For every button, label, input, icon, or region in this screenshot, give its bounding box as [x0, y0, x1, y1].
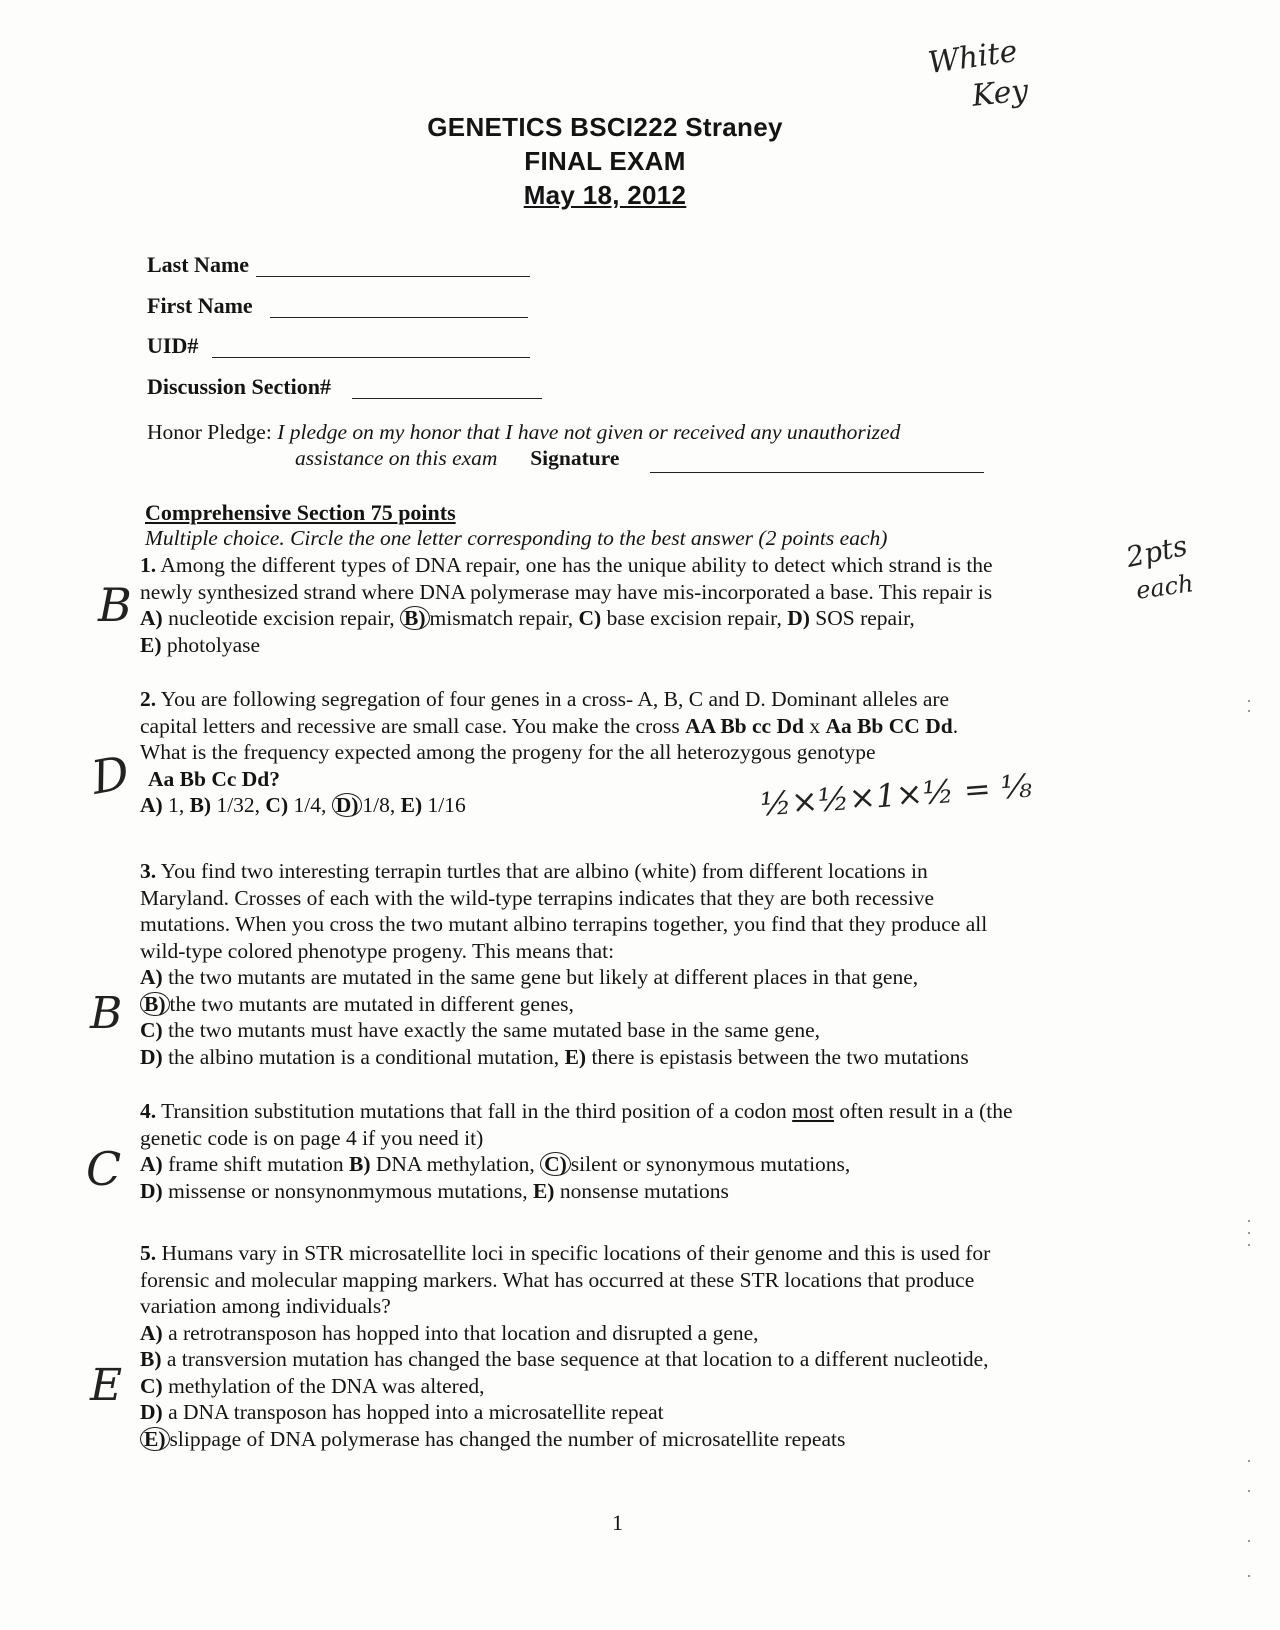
page-number: 1 [612, 1510, 623, 1535]
handwritten-answer-q4: C [86, 1142, 122, 1196]
q5-option-a-label[interactable]: A) [140, 1320, 163, 1345]
last-name-line[interactable] [256, 276, 530, 277]
q1-line1: Among the different types of DNA repair, one has the unique ability to detect which strand is the [160, 553, 993, 577]
handwritten-calculation-q2: ½×½×1×½ = ⅛ [759, 766, 1034, 824]
scan-speck [1248, 1220, 1250, 1222]
question-3 [140, 858, 1100, 1070]
uid-line[interactable] [212, 357, 530, 358]
q2-option-a-label[interactable]: A) [140, 793, 163, 817]
q1-option-d-label[interactable]: D) [787, 606, 810, 630]
handwritten-each: each [1134, 569, 1196, 605]
q1-option-a: nucleotide excision repair, [168, 606, 395, 630]
honor-text-2: assistance on this exam [295, 446, 498, 470]
q4-most: most [792, 1099, 834, 1123]
q3-line1: You find two interesting terrapin turtles that are albino (white) from different locations in [160, 859, 928, 883]
honor-label: Honor Pledge: [147, 420, 272, 444]
q3-number: 3. [140, 859, 157, 883]
signature-line[interactable] [650, 472, 984, 473]
first-name-line[interactable] [270, 317, 528, 318]
handwritten-answer-q3: B [90, 988, 123, 1039]
q3-option-a-label[interactable]: A) [140, 965, 163, 989]
handwritten-key: Key [970, 73, 1030, 114]
q3-option-c: the two mutants must have exactly the same mutated base in the same gene, [168, 1018, 821, 1042]
q5-option-d: a DNA transposon has hopped into a microsatellite repeat [168, 1400, 664, 1424]
honor-text-1: I pledge on my honor that I have not given or received any unauthorized [277, 420, 901, 444]
q5-option-b: a transversion mutation has changed the base sequence at that location to a different nucleotide, [166, 1347, 989, 1371]
q2-option-a: 1, [168, 793, 185, 817]
last-name-label: Last Name [147, 252, 250, 277]
q5-option-e: slippage of DNA polymerase has changed the number of microsatellite repeats [169, 1426, 846, 1451]
scan-speck [1248, 710, 1250, 712]
q4-option-b-label[interactable]: B) [348, 1152, 371, 1176]
question-5 [140, 1240, 1100, 1452]
q1-option-c: base excision repair, [606, 606, 782, 630]
q5-option-c: methylation of the DNA was altered, [168, 1373, 485, 1398]
q4-option-e-label[interactable]: E) [532, 1178, 555, 1203]
q5-line3: variation among individuals? [140, 1294, 391, 1318]
q5-option-d-label[interactable]: D) [140, 1400, 163, 1424]
q4-option-e: nonsense mutations [559, 1178, 729, 1203]
q2-line3: What is the frequency expected among the progeny for the all heterozygous genotype [140, 740, 876, 764]
handwritten-answer-q2: D [87, 745, 134, 805]
discussion-line[interactable] [352, 398, 542, 399]
signature-label: Signature [530, 446, 620, 470]
scan-speck [1248, 1460, 1250, 1462]
q1-option-b: mismatch repair, [429, 606, 574, 630]
scan-speck [1248, 1575, 1250, 1577]
q1-option-e: photolyase [166, 632, 261, 657]
question-4 [140, 1098, 1100, 1204]
q2-number: 2. [140, 687, 157, 711]
q3-line4: wild-type colored phenotype progeny. This means that: [140, 938, 615, 963]
q3-option-a: the two mutants are mutated in the same gene but likely at different places in that gene, [168, 965, 919, 989]
handwritten-white: White [926, 33, 1020, 82]
q3-option-e: there is epistasis between the two mutations [591, 1044, 969, 1069]
q4-option-a-label[interactable]: A) [140, 1152, 163, 1176]
q3-line2: Maryland. Crosses of each with the wild-type terrapins indicates that they are both recessive [140, 885, 935, 910]
exam-title: FINAL EXAM [524, 146, 686, 176]
q3-line3: mutations. When you cross the two mutant albino terrapins together, you find that they produce all [140, 912, 988, 936]
q1-option-a-label[interactable]: A) [140, 606, 163, 630]
q2-option-c: 1/4, [293, 793, 327, 817]
q3-option-c-label[interactable]: C) [140, 1018, 163, 1042]
first-name-label: First Name [147, 293, 253, 318]
q5-line2: forensic and molecular mapping markers. What has occurred at these STR locations that produce [140, 1267, 975, 1292]
q5-option-b-label[interactable]: B) [140, 1347, 162, 1371]
handwritten-answer-q5: E [90, 1360, 123, 1411]
q4-option-b: DNA methylation, [375, 1152, 535, 1176]
q5-option-e-label-circled[interactable]: E) [140, 1427, 170, 1451]
scan-speck [1248, 700, 1250, 702]
section-title: Comprehensive Section 75 points [145, 500, 456, 525]
q2-option-b: 1/32, [216, 793, 261, 817]
q4-option-c-label-circled[interactable]: C) [540, 1152, 571, 1176]
section-instructions: Multiple choice. Circle the one letter corresponding to the best answer (2 points each) [145, 526, 888, 550]
q5-option-c-label[interactable]: C) [140, 1373, 163, 1398]
scan-speck [1248, 1232, 1250, 1234]
q2-line2: capital letters and recessive are small case. You make the cross [140, 713, 680, 738]
q5-line1: Humans vary in STR microsatellite loci in specific locations of their genome and this is used for [161, 1241, 991, 1265]
q5-option-a: a retrotransposon has hopped into that location and disrupted a gene, [168, 1320, 759, 1345]
q2-cross-end: . [952, 713, 959, 738]
q1-number: 1. [140, 553, 157, 577]
q2-cross-parent-b: Aa Bb CC Dd [825, 713, 953, 738]
handwritten-answer-q1: B [98, 578, 132, 632]
discussion-label: Discussion Section# [147, 374, 331, 399]
scan-speck [1248, 1244, 1250, 1246]
q3-option-b-label-circled[interactable]: B) [140, 992, 170, 1016]
uid-label: UID# [147, 333, 199, 358]
q2-cross-parent-a: AA Bb cc Dd [685, 713, 804, 738]
exam-date: May 18, 2012 [523, 180, 687, 210]
scan-speck [1248, 1540, 1250, 1542]
q1-option-d: SOS repair, [815, 606, 915, 630]
question-1 [140, 552, 1100, 658]
q1-line2: newly synthesized strand where DNA polymerase may have mis-incorporated a base. This repair is [140, 579, 993, 604]
q2-genotype: Aa Bb Cc Dd? [148, 766, 281, 791]
q1-option-b-label-circled[interactable]: B) [400, 606, 430, 630]
q3-option-b: the two mutants are mutated in different genes, [169, 991, 574, 1016]
q2-option-d-label-circled[interactable]: D) [332, 793, 363, 817]
q3-option-d-label[interactable]: D) [140, 1044, 163, 1069]
q4-line1-end: often result in a (the [839, 1099, 1013, 1123]
q3-option-e-label[interactable]: E) [564, 1044, 587, 1069]
handwritten-2pts: 2pts [1123, 528, 1191, 575]
q4-line1: Transition substitution mutations that fall in the third position of a codon [161, 1099, 787, 1123]
q2-option-d: 1/8, [362, 793, 396, 817]
q2-option-b-label[interactable]: B) [189, 793, 212, 817]
q2-option-e-label[interactable]: E) [400, 793, 423, 817]
q3-option-d: the albino mutation is a conditional mutation, [168, 1044, 560, 1069]
q4-line2: genetic code is on page 4 if you need it) [140, 1125, 484, 1150]
q2-option-e: 1/16 [427, 793, 466, 817]
q2-cross-x: x [809, 713, 821, 738]
honor-pledge-line2 [295, 446, 619, 471]
q2-option-c-label[interactable]: C) [265, 793, 289, 817]
q4-option-d: missense or nonsynonmymous mutations, [168, 1178, 528, 1203]
q4-option-d-label[interactable]: D) [140, 1178, 163, 1203]
q1-option-c-label[interactable]: C) [578, 606, 602, 630]
honor-pledge-line1 [147, 420, 900, 445]
course-title: GENETICS BSCI222 Straney [427, 112, 783, 142]
q4-option-c: silent or synonymous mutations, [570, 1152, 851, 1176]
q5-number: 5. [140, 1241, 157, 1265]
scan-speck [1248, 1490, 1250, 1492]
q4-number: 4. [140, 1099, 157, 1123]
q4-option-a: frame shift mutation [168, 1152, 344, 1176]
q1-option-e-label[interactable]: E) [140, 632, 162, 657]
q2-line1: You are following segregation of four genes in a cross- A, B, C and D. Dominant alleles are [160, 687, 950, 711]
